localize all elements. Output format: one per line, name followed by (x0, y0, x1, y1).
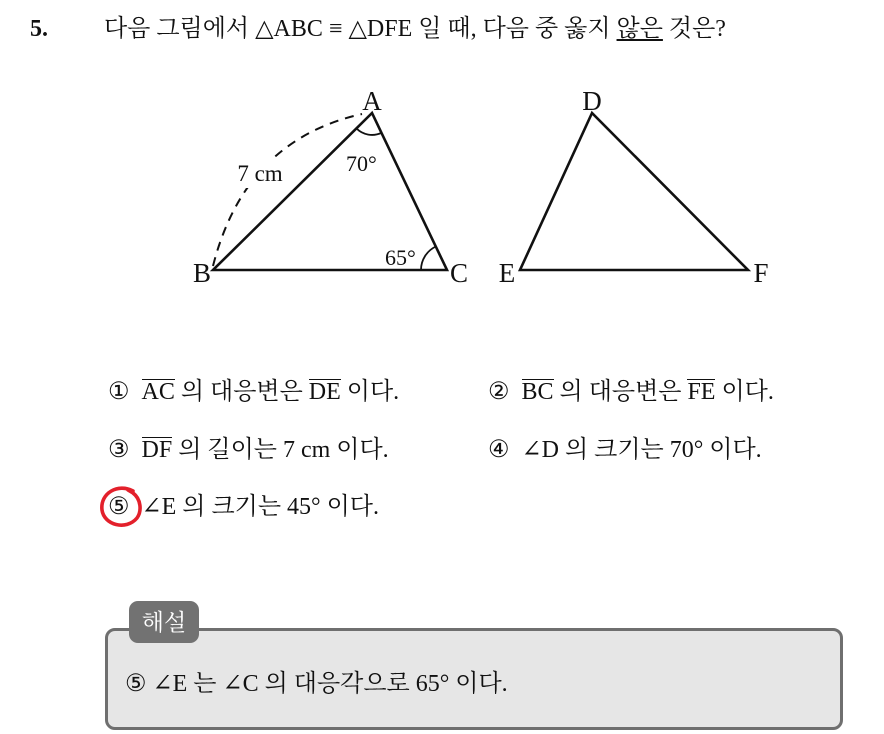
option-2-text-end: 이다. (715, 379, 774, 405)
option-2-marker: ② (488, 379, 510, 405)
option-2-text: 의 대응변은 (553, 379, 688, 405)
angle-a-label: 70° (346, 151, 377, 176)
option-1-segment-ac: AC (141, 379, 175, 405)
vertex-d-label: D (582, 86, 602, 116)
option-5 (108, 489, 379, 525)
option-4-marker: ④ (488, 437, 510, 463)
option-2 (488, 374, 774, 410)
solution-box (105, 628, 843, 730)
vertex-b-label: B (192, 258, 212, 288)
option-3 (108, 432, 389, 468)
vertex-c-label: C (449, 258, 469, 288)
option-1 (108, 374, 399, 410)
option-1-text-end: 이다. (340, 379, 400, 405)
option-5-text: ∠E 의 크기는 45° 이다. (141, 494, 379, 520)
side-ab-dashed-arc (213, 114, 362, 266)
vertex-f-label: F (753, 258, 769, 288)
vertex-e-label: E (498, 258, 516, 288)
angle-c-arc (421, 247, 436, 271)
option-4-text: ∠D 의 크기는 70° 이다. (521, 437, 762, 463)
option-1-segment-de: DE (308, 379, 341, 405)
option-2-segment-bc: BC (521, 379, 554, 405)
option-5-marker: ⑤ (108, 494, 130, 520)
question-underlined-word: 않은 (616, 16, 663, 42)
option-3-text: 의 길이는 7 cm 이다. (172, 437, 389, 463)
option-2-segment-fe: FE (687, 379, 716, 405)
question-text-after: 것은? (662, 16, 726, 42)
option-4 (488, 432, 762, 468)
question-text-before: 다음 그림에서 △ABC ≡ △DFE 일 때, 다음 중 옳지 (104, 16, 617, 42)
angle-c-label: 65° (385, 245, 416, 270)
question-number: 5. (30, 16, 48, 42)
option-3-segment-df: DF (141, 437, 173, 463)
option-1-marker: ① (108, 379, 130, 405)
angle-a-arc (356, 128, 381, 135)
side-ab-label: 7 cm (237, 161, 283, 186)
solution-text: ⑤ ∠E 는 ∠C 의 대응각으로 65° 이다. (125, 671, 508, 697)
option-3-marker: ③ (108, 437, 130, 463)
solution-label: 해설 (129, 601, 199, 643)
option-1-text: 의 대응변은 (174, 379, 309, 405)
vertex-a-label: A (362, 86, 382, 116)
triangle-dfe (520, 113, 748, 270)
